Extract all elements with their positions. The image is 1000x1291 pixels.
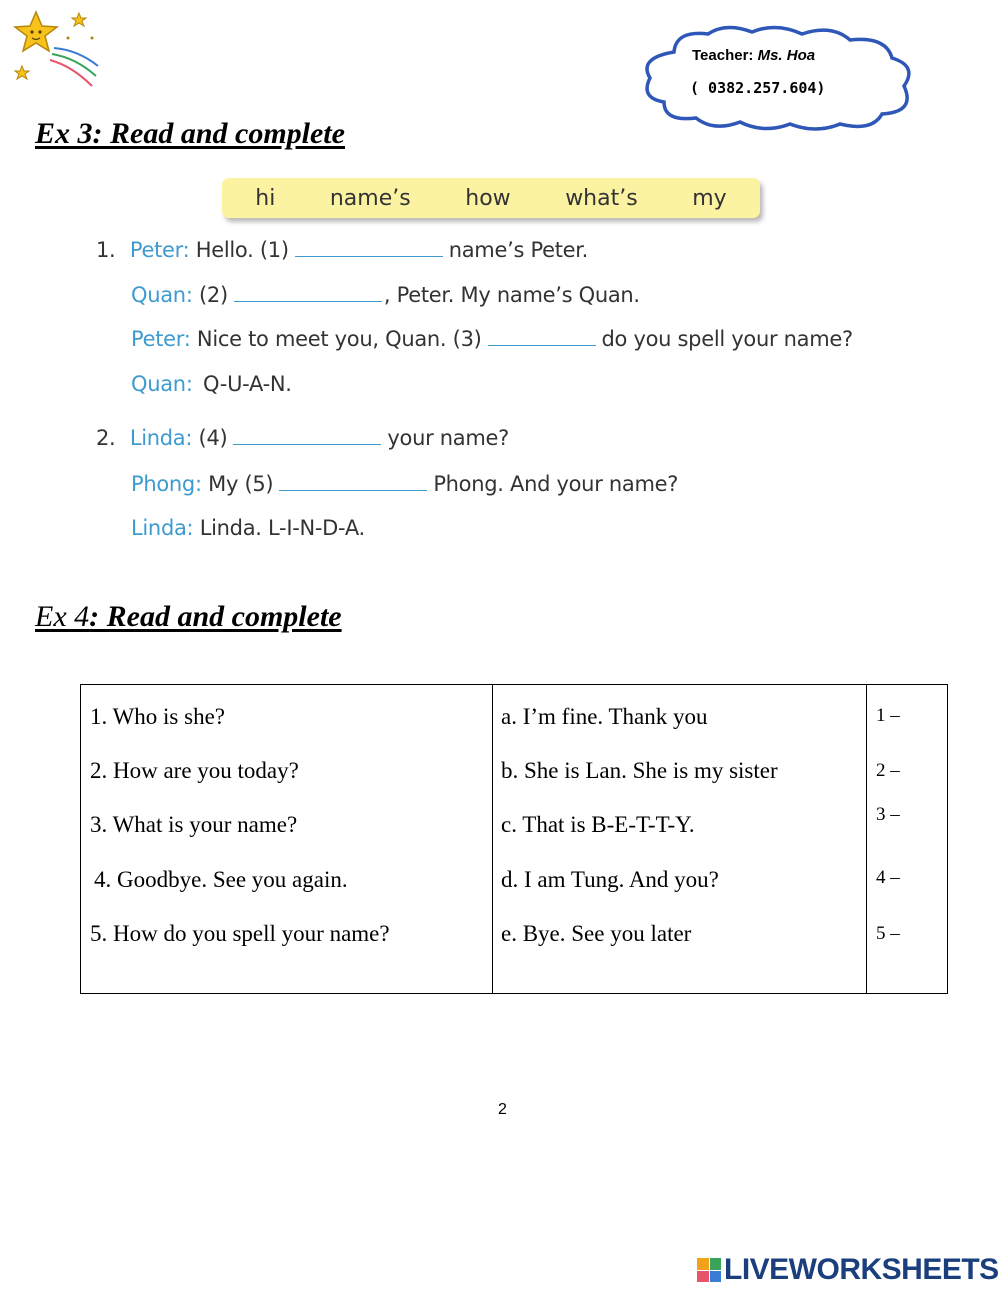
ex4-title [35,600,342,634]
word-box-item: name’s [329,185,411,211]
teacher-name: Ms. Hoa [757,47,816,64]
word-box-item: what’s [565,185,638,211]
blank-5[interactable] [279,472,427,491]
dialogue-text: name’s Peter. [448,238,589,262]
answer: d. I am Tung. And you? [501,867,719,892]
dialogue-text: Q-U-A-N. [202,372,292,396]
dialogue-text: (4) [198,426,228,450]
question: 1. Who is she? [90,704,226,729]
answer-slot[interactable]: 2 – [876,760,900,781]
brand-text: LIVEWORKSHEETS [724,1253,999,1286]
dialogue-line [131,327,853,351]
speaker: Quan: [131,372,193,396]
word-box [222,178,760,218]
dialogue-line [96,238,588,262]
dialogue-number: 2. [96,426,116,450]
blank-4[interactable] [233,426,381,445]
dialogue-line [131,372,292,396]
dialogue-line [131,516,365,540]
dialogue-text: do you spell your name? [601,327,853,351]
dialogue-text: your name? [387,426,510,450]
dialogue-text: Nice to meet you, Quan. (3) [196,327,482,351]
dialogue-line [131,472,678,496]
dialogue-number: 1. [96,238,116,262]
question: 2. How are you today? [90,758,299,783]
column-divider [866,685,867,993]
question: 5. How do you spell your name? [90,921,390,946]
dialogue-text: My (5) [208,472,274,496]
question: 3. What is your name? [90,812,298,837]
answer: a. I’m fine. Thank you [501,704,708,729]
answer-slot[interactable]: 1 – [876,705,900,726]
answer: e. Bye. See you later [501,921,692,946]
answer: c. That is B-E-T-T-Y. [501,812,695,837]
answer-slot[interactable]: 3 – [876,804,900,825]
blank-3[interactable] [488,327,596,346]
word-box-item: how [465,185,511,211]
teacher-cloud [636,22,918,134]
column-divider [492,685,493,993]
question: 4. Goodbye. See you again. [94,867,348,892]
blank-1[interactable] [295,238,443,257]
teacher-label: Teacher: Ms. Hoa [692,47,816,64]
speaker: Phong: [131,472,202,496]
speaker: Linda: [129,426,193,450]
speaker: Peter: [131,327,191,351]
ex3-title: Ex 3: Read and complete [35,117,345,150]
shooting-star-icon [10,8,100,93]
matching-table [80,684,948,994]
answer: b. She is Lan. She is my sister [501,758,778,783]
dialogue-text: , Peter. My name’s Quan. [383,283,640,307]
answer-slot[interactable]: 4 – [876,867,900,888]
teacher-phone: ( 0382.257.604) [690,79,826,97]
word-box-item: hi [255,185,276,211]
liveworksheets-logo [697,1253,999,1287]
word-box-item: my [692,185,727,211]
speaker: Quan: [131,283,193,307]
dialogue-text: (2) [198,283,228,307]
dialogue-text: Phong. And your name? [433,472,679,496]
blank-2[interactable] [234,283,382,302]
speaker: Peter: [129,238,190,262]
dialogue-line [131,283,640,307]
answer-slot[interactable]: 5 – [876,923,900,944]
ex4-title-main: : Read and complete [89,600,342,633]
speaker: Linda: [131,516,194,540]
dialogue-line [96,426,509,450]
dialogue-text: Hello. (1) [195,238,289,262]
liveworksheets-icon [697,1258,721,1282]
ex4-title-prefix: Ex 4 [35,600,90,633]
dialogue-text: Linda. L-I-N-D-A. [199,516,365,540]
page-number: 2 [498,1101,507,1118]
